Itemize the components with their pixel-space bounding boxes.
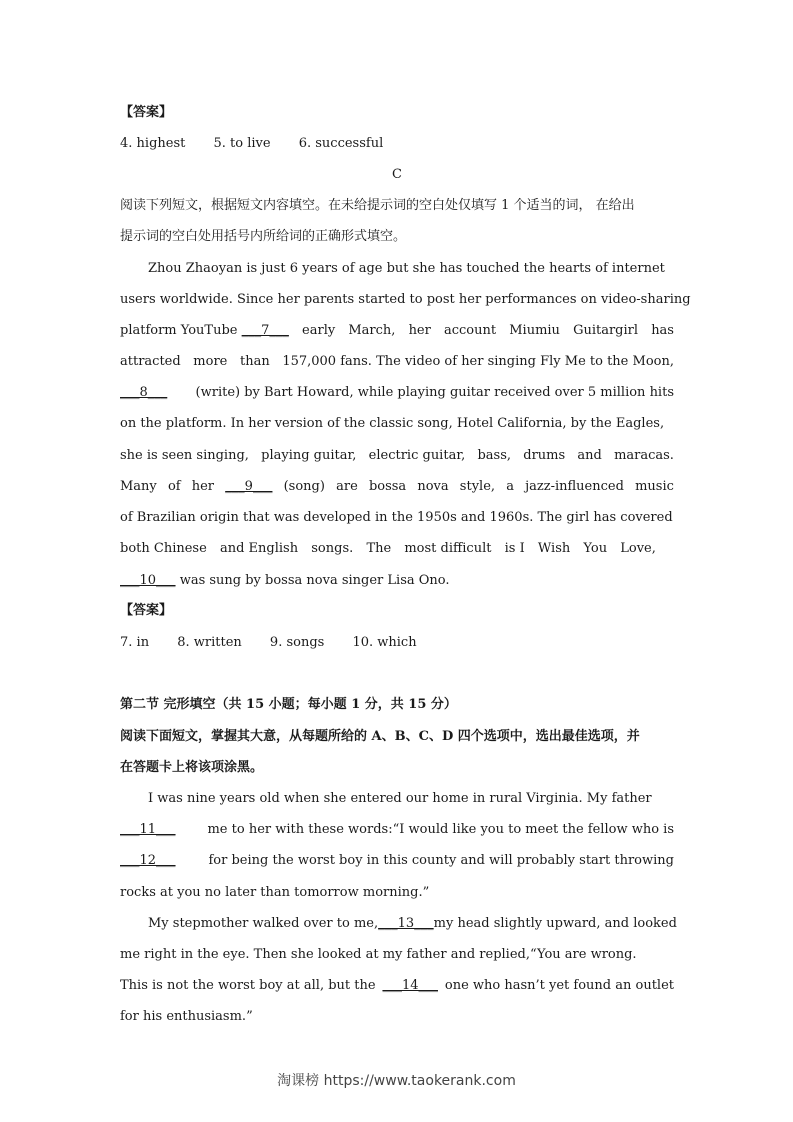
passage-c-line11: ___10___ was sung by bossa nova singer Lisa Ono. (120, 573, 450, 588)
answers-7-10 (120, 633, 674, 653)
answer-9: 9. songs (269, 635, 325, 650)
blank-14: ___14___ (382, 978, 438, 993)
answer-8: 8. written (177, 635, 242, 650)
instructions-c-line2: 提示词的空白处用括号内所给词的正确形式填空。 (120, 229, 407, 244)
blank-12: ___12___ (120, 853, 176, 868)
passage-c-line10: both Chinese and English songs. The most difficult is I Wish You Love, (120, 541, 656, 556)
answer-7: 7. in (120, 635, 150, 650)
answer-label-1: 【答案】 (120, 105, 173, 120)
answer-5: 5. to live (213, 136, 271, 151)
blank-10: ___10___ (120, 573, 176, 588)
answer-4: 4. highest (120, 136, 186, 151)
instructions-2-line1: 阅读下面短文，掌握其大意，从每题所给的 A、B、C、D 四个选项中，选出最佳选项，并 (120, 729, 640, 744)
passage-2-p1-line3: ___12___ for being the worst boy in this county and will probably start throwing (120, 851, 674, 871)
passage-c-line6: on the platform. In her version of the classic song, Hotel California, by the Eagles, (120, 416, 665, 431)
passage-c-line9: of Brazilian origin that was developed in the 1950s and 1960s. The girl has covered (120, 510, 673, 525)
instructions-2-line2: 在答题卡上将该项涂黑。 (120, 760, 264, 775)
passage-c-line4: attracted more than 157,000 fans. The video of her singing Fly Me to the Moon, (120, 354, 674, 369)
answer-6: 6. successful (298, 136, 384, 151)
instructions-c-line1: 阅读下列短文，根据短文内容填空。在未给提示词的空白处仅填写 1 个适当的词， 在给出 (120, 198, 635, 213)
passage-c-line7: she is seen singing, playing guitar, electric guitar, bass, drums and maracas. (120, 448, 674, 463)
passage-2-p1-line2: ___11___ me to her with these words:“I would like you to meet the fellow who is (120, 820, 674, 840)
passage-2-p2-line1: My stepmother walked over to me, ___13___ my head slightly upward, and looked (120, 914, 674, 934)
passage-2-p2-line2: me right in the eye. Then she looked at my father and replied,“You are wrong. (120, 947, 637, 962)
section-heading-c: C (392, 167, 402, 182)
passage-c-line2: users worldwide. Since her parents started to post her performances on video-sharing (120, 292, 691, 307)
blank-13: ___13___ (378, 916, 434, 931)
section2-title: 第二节 完形填空（共 15 小题；每小题 1 分，共 15 分） (120, 697, 457, 712)
passage-2-p1-line4: rocks at you no later than tomorrow morning.” (120, 885, 430, 900)
blank-9: ___9___ (225, 479, 273, 494)
passage-c-line5: ___8___ (write) by Bart Howard, while playing guitar received over 5 million hits (120, 383, 674, 403)
blank-8: ___8___ (120, 385, 168, 400)
answers-4-6 (120, 134, 674, 154)
passage-2-p2-line4: for his enthusiasm.” (120, 1009, 253, 1024)
passage-2-p2-line3: This is not the worst boy at all, but the ___14___ one who hasn’t yet found an outlet (120, 976, 674, 996)
passage-c-line8: Many of her ___9___ (song) are bossa nova style, a jazz-influenced music (120, 477, 674, 497)
blank-7: ___7___ (241, 323, 289, 338)
passage-2-p1-line1: I was nine years old when she entered our home in rural Virginia. My father (148, 791, 652, 806)
answer-10: 10. which (352, 635, 417, 650)
passage-c-line1: Zhou Zhaoyan is just 6 years of age but she has touched the hearts of internet (148, 261, 665, 276)
passage-c-line3: platform YouTube ___7___ early March, her account Miumiu Guitargirl has (120, 323, 674, 338)
footer-watermark: 淘课榜 https://www.taokerank.com (277, 1073, 516, 1089)
answer-label-2: 【答案】 (120, 603, 173, 618)
blank-11: ___11___ (120, 822, 176, 837)
